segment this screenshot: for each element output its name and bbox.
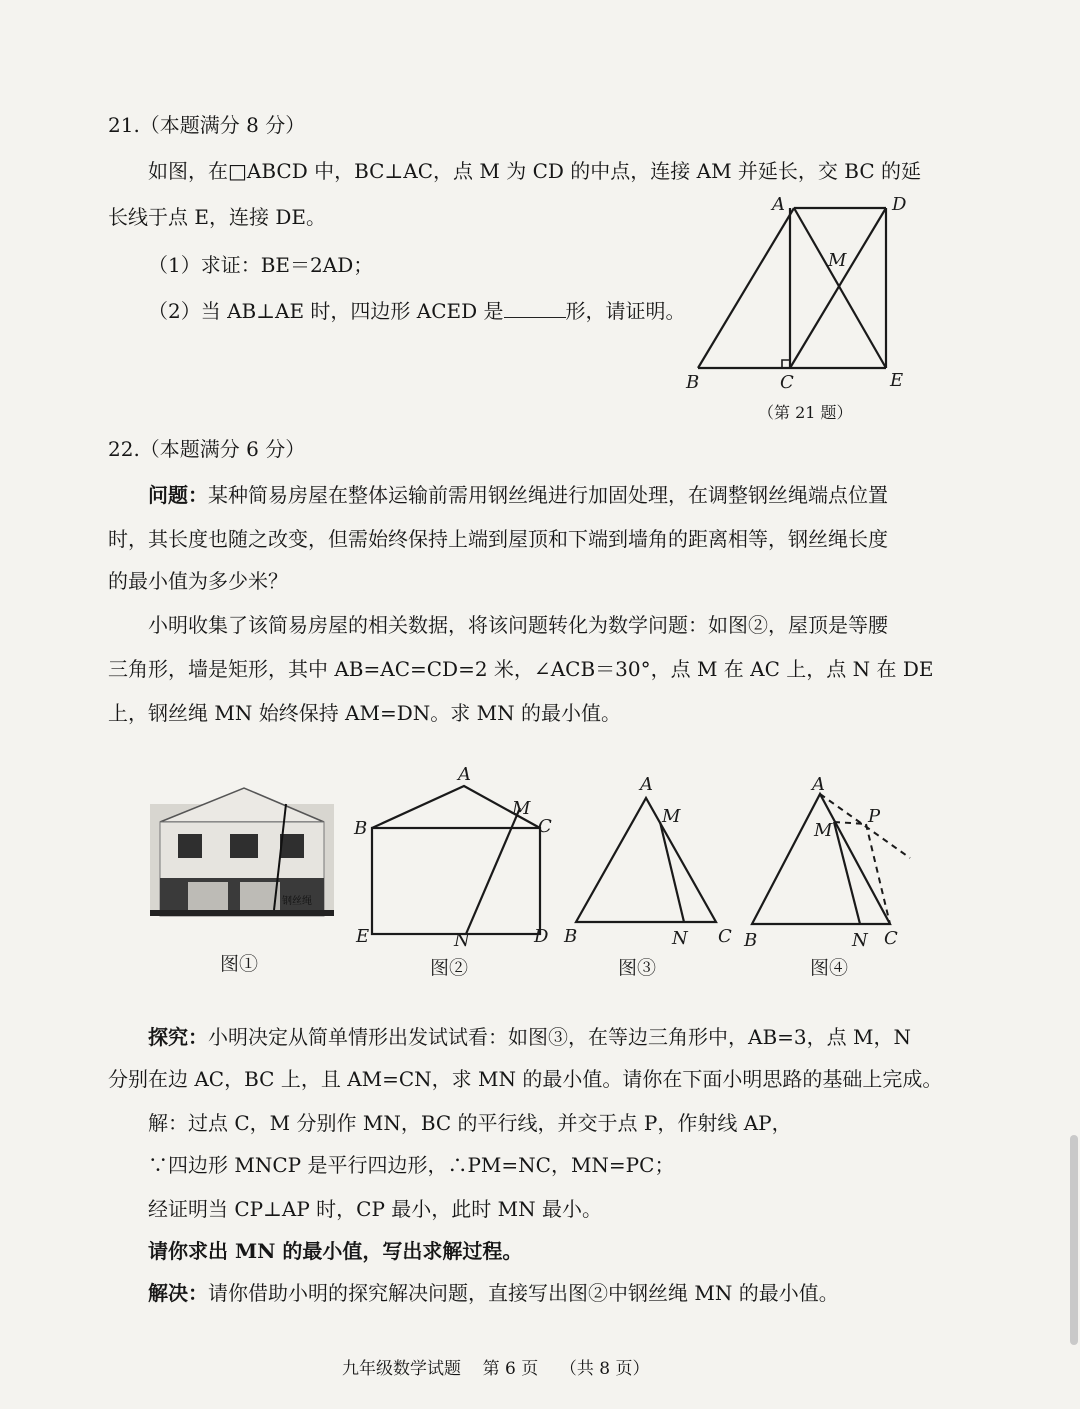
fig2-label-C: C — [538, 816, 552, 837]
solution-line4: 请你求出 MN 的最小值，写出求解过程。 — [148, 1239, 523, 1263]
footer-total: （共 8 页） — [559, 1359, 650, 1379]
solution-line3: 经证明当 CP⊥AP 时，CP 最小，此时 MN 最小。 — [148, 1197, 602, 1221]
fig3-label-A: A — [640, 774, 653, 795]
fig3 — [560, 770, 740, 986]
fig4-PC — [866, 824, 890, 924]
fig4-label-C: C — [884, 928, 898, 949]
fig2-caption: 图② — [430, 957, 469, 979]
para2-line2: 三角形，墙是矩形，其中 AB=AC=CD=2 米，∠ACB＝30°，点 M 在 AC 上，点 N 在 DE — [108, 657, 934, 681]
fig3-label-C: C — [718, 926, 732, 947]
fig4-MN — [834, 822, 860, 924]
fig4-label-N: N — [852, 930, 868, 951]
window-3 — [280, 834, 304, 858]
problem-text-3: 的最小值为多少米？ — [108, 569, 288, 593]
fig4-label-B: B — [744, 930, 758, 951]
q21-header: 21.（本题满分 8 分） — [108, 113, 306, 137]
answer-blank[interactable] — [504, 299, 566, 318]
line-AB — [698, 208, 794, 368]
footer — [342, 1356, 650, 1382]
label-M: M — [828, 250, 847, 271]
ground — [150, 910, 334, 916]
fig3-label-B: B — [564, 926, 578, 947]
window-1 — [178, 834, 202, 858]
scrollbar[interactable] — [1070, 1135, 1078, 1345]
resolve-label: 解决： — [148, 1281, 208, 1305]
label-B: B — [686, 372, 700, 393]
fig4-caption: 图④ — [810, 957, 849, 979]
fig3-label-N: N — [672, 928, 688, 949]
q21-figure — [680, 190, 930, 430]
explore-text-2: 分别在边 AC，BC 上，且 AM=CN，求 MN 的最小值。请你在下面小明思路的基础上完成。 — [108, 1067, 943, 1091]
explore-text-1: 小明决定从简单情形出发试试看：如图③，在等边三角形中，AB=3，点 M，N — [208, 1025, 911, 1049]
fig2 — [350, 760, 560, 986]
label-D: D — [892, 194, 907, 215]
fig2-label-D: D — [534, 926, 549, 947]
fig4-label-P: P — [868, 806, 881, 827]
fig3-MN — [660, 822, 684, 922]
q21-line2: 长线于点 E，连接 DE。 — [108, 205, 326, 229]
para2-line3: 上，钢丝绳 MN 始终保持 AM=DN。求 MN 的最小值。 — [108, 701, 621, 725]
q21-part2-text-b: 形，请证明。 — [565, 299, 686, 323]
explore-line1 — [148, 1024, 911, 1050]
fig4-ray-AP — [820, 794, 910, 858]
q22-header: 22.（本题满分 6 分） — [108, 437, 306, 461]
q21-part2-text-a: （2）当 AB⊥AE 时，四边形 ACED 是 — [148, 299, 504, 323]
solution-line1: 解：过点 C，M 分别作 MN，BC 的平行线，并交于点 P，作射线 AP， — [148, 1111, 792, 1135]
resolve-line — [148, 1280, 839, 1306]
q21-part2 — [148, 298, 686, 324]
para2-line1: 小明收集了该简易房屋的相关数据，将该问题转化为数学问题：如图②，屋顶是等腰 — [148, 613, 888, 637]
fig4-label-M: M — [814, 820, 833, 841]
fig4-label-A: A — [812, 774, 825, 795]
label-E: E — [890, 370, 904, 391]
q22-problem — [148, 482, 888, 508]
resolve-text: 请你借助小明的探究解决问题，直接写出图②中钢丝绳 MN 的最小值。 — [208, 1281, 839, 1305]
label-C: C — [780, 372, 794, 393]
fig2-label-A: A — [458, 764, 471, 785]
right-angle-mark — [782, 360, 790, 368]
q21-line1: 如图，在□ABCD 中，BC⊥AC，点 M 为 CD 的中点，连接 AM 并延长，交 BC 的延 — [148, 159, 921, 183]
footer-page: 第 6 页 — [482, 1359, 539, 1379]
window-2 — [230, 834, 258, 858]
problem-text-1: 某种简易房屋在整体运输前需用钢丝绳进行加固处理，在调整钢丝绳端点位置 — [208, 483, 888, 507]
door-1 — [188, 882, 228, 912]
fig2-label-M: M — [512, 798, 531, 819]
fig4 — [740, 770, 920, 986]
fig2-label-E: E — [356, 926, 370, 947]
fig3-label-M: M — [662, 806, 681, 827]
q21-part1: （1）求证：BE＝2AD； — [148, 253, 374, 277]
solution-line2: ∵四边形 MNCP 是平行四边形，∴PM=NC，MN=PC； — [148, 1153, 675, 1177]
fig1-house — [148, 782, 338, 982]
fig1-caption: 图① — [220, 953, 259, 975]
label-A: A — [772, 194, 785, 215]
fig2-label-N: N — [454, 930, 470, 951]
fig3-triangle — [576, 798, 716, 922]
explore-label: 探究： — [148, 1025, 208, 1049]
fig2-label-B: B — [354, 818, 368, 839]
fig2-wall — [372, 828, 540, 934]
footer-title: 九年级数学试题 — [342, 1359, 461, 1379]
rope-label: 钢丝绳 — [282, 896, 312, 907]
problem-label: 问题： — [148, 483, 208, 507]
problem-text-2: 时，其长度也随之改变，但需始终保持上端到屋顶和下端到墙角的距离相等，钢丝绳长度 — [108, 527, 888, 551]
q21-caption: （第 21 题） — [758, 403, 853, 422]
fig3-caption: 图③ — [618, 957, 657, 979]
